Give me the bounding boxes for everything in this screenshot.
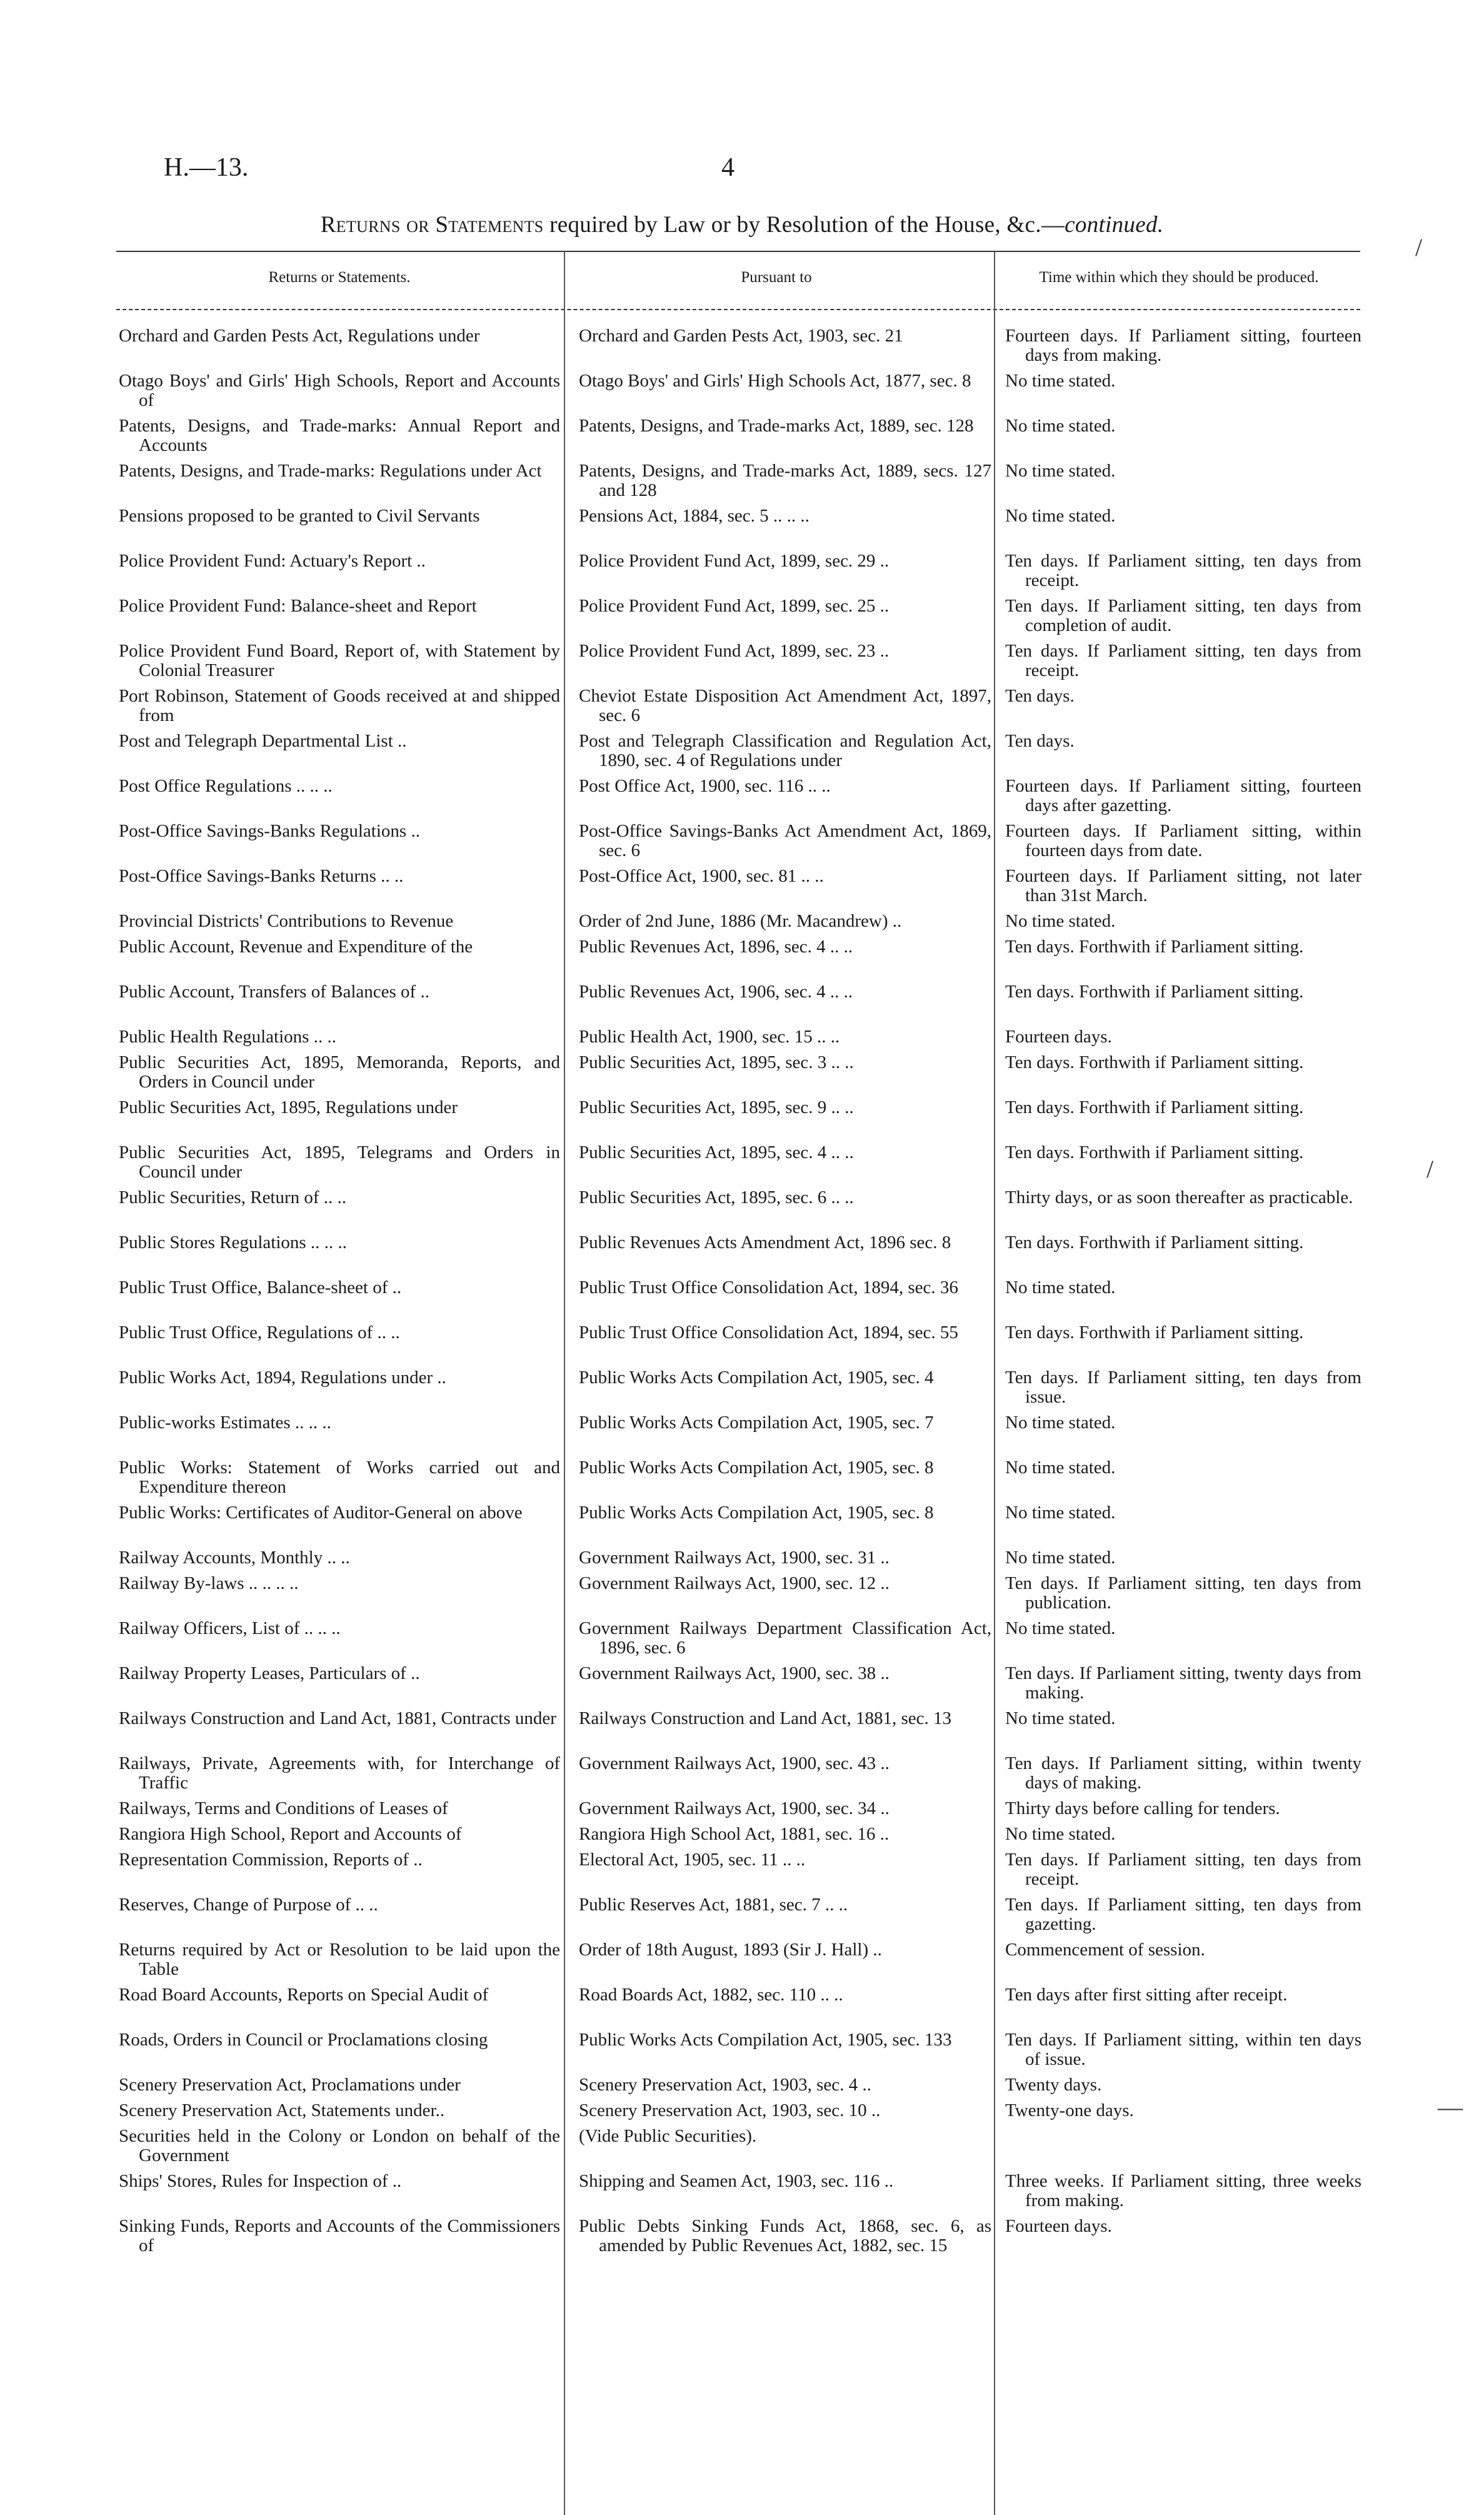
cell-statement: Road Board Accounts, Reports on Special Audit of xyxy=(119,1985,489,2005)
cell-pursuant: Public Works Acts Compilation Act, 1905, sec. 8 xyxy=(579,1458,934,1478)
cell-time: Ten days. If Parliament sitting, ten days from receipt. xyxy=(1005,641,1361,680)
cell-time: Thirty days, or as soon thereafter as practicable. xyxy=(1005,1187,1353,1207)
table-header xyxy=(0,255,1484,300)
cell-pursuant: Public Revenues Act, 1896, sec. 4 .. .. xyxy=(579,937,853,957)
cell-pursuant: Order of 2nd June, 1886 (Mr. Macandrew) .. xyxy=(579,911,902,931)
cell-pursuant: Public Revenues Act, 1906, sec. 4 .. .. xyxy=(579,982,853,1002)
column-header-time: Time within which they should be produced. xyxy=(1039,268,1319,286)
table-row xyxy=(0,1709,1484,1754)
cell-statement: Public Health Regulations .. .. xyxy=(119,1027,336,1047)
table-row xyxy=(0,937,1484,982)
cell-statement: Orchard and Garden Pests Act, Regulations under xyxy=(119,326,480,346)
cell-pursuant: Government Railways Act, 1900, sec. 12 .. xyxy=(579,1573,890,1593)
cell-pursuant: Post-Office Act, 1900, sec. 81 .. .. xyxy=(579,866,824,886)
cell-time: No time stated. xyxy=(1005,911,1116,931)
table-row xyxy=(0,1233,1484,1278)
cell-pursuant: Public Trust Office Consolidation Act, 1894, sec. 36 xyxy=(579,1278,958,1298)
table-row xyxy=(0,1895,1484,1940)
page-title xyxy=(0,211,1484,238)
table-row xyxy=(0,1940,1484,1985)
cell-statement: Returns required by Act or Resolution to be laid upon the Table xyxy=(119,1940,560,1979)
cell-statement: Patents, Designs, and Trade-marks: Regulations under Act xyxy=(119,461,542,481)
cell-time: Ten days. Forthwith if Parliament sitting. xyxy=(1005,982,1304,1002)
cell-time: Commencement of session. xyxy=(1005,1940,1205,1960)
cell-statement: Securities held in the Colony or London on behalf of the Government xyxy=(119,2126,560,2165)
cell-pursuant: Otago Boys' and Girls' High Schools Act, 1877, sec. 8 xyxy=(579,371,971,391)
cell-pursuant: Public Debts Sinking Funds Act, 1868, sec. 6, as amended by Public Revenues Act, 1882, sec. 15 xyxy=(579,2216,991,2255)
table-row xyxy=(0,642,1484,687)
cell-statement: Public Account, Revenue and Expenditure of the xyxy=(119,937,473,957)
cell-statement: Post Office Regulations .. .. .. xyxy=(119,776,333,796)
cell-statement: Public Securities Act, 1895, Telegrams and Orders in Council under xyxy=(119,1142,560,1182)
cell-statement: Public Works: Certificates of Auditor-General on above xyxy=(119,1503,523,1523)
table-row xyxy=(0,687,1484,732)
cell-pursuant: Public Works Acts Compilation Act, 1905, sec. 8 xyxy=(579,1503,934,1523)
table-row xyxy=(0,1143,1484,1188)
page-number: 4 xyxy=(721,153,734,182)
cell-statement: Pensions proposed to be granted to Civil Servants xyxy=(119,506,480,526)
table-row xyxy=(0,982,1484,1027)
cell-time: Ten days. xyxy=(1005,731,1075,751)
cell-pursuant: Scenery Preservation Act, 1903, sec. 4 .. xyxy=(579,2075,871,2095)
cell-time: Ten days. If Parliament sitting, twenty days from making. xyxy=(1005,1663,1361,1703)
table-row xyxy=(0,912,1484,937)
cell-pursuant: Government Railways Act, 1900, sec. 38 .. xyxy=(579,1663,890,1683)
table-row xyxy=(0,1985,1484,2030)
table-row xyxy=(0,1098,1484,1143)
cell-time: Ten days. If Parliament sitting, ten days from receipt. xyxy=(1005,551,1361,590)
table-row xyxy=(0,1799,1484,1825)
cell-time: Ten days. Forthwith if Parliament sitting. xyxy=(1005,1052,1304,1072)
table-row xyxy=(0,2030,1484,2075)
title-main: required by Law or by Resolution of the House, &c.— xyxy=(543,212,1065,238)
cell-statement: Otago Boys' and Girls' High Schools, Report and Accounts of xyxy=(119,371,560,410)
table-row xyxy=(0,597,1484,642)
cell-pursuant: Pensions Act, 1884, sec. 5 .. .. .. xyxy=(579,506,810,526)
page-code: H.—13. xyxy=(164,153,249,182)
cell-statement: Scenery Preservation Act, Proclamations under xyxy=(119,2075,461,2095)
cell-time: No time stated. xyxy=(1005,1278,1116,1298)
column-header-statements: Returns or Statements. xyxy=(268,268,411,286)
cell-statement: Rangiora High School, Report and Accounts of xyxy=(119,1824,462,1844)
cell-time: No time stated. xyxy=(1005,1548,1116,1568)
cell-pursuant: Patents, Designs, and Trade-marks Act, 1889, secs. 127 and 128 xyxy=(579,461,991,500)
table-row xyxy=(0,1458,1484,1503)
cell-pursuant: Cheviot Estate Disposition Act Amendment Act, 1897, sec. 6 xyxy=(579,686,991,725)
cell-time: No time stated. xyxy=(1005,506,1116,526)
cell-pursuant: Public Securities Act, 1895, sec. 3 .. .. xyxy=(579,1052,854,1072)
cell-pursuant: Government Railways Act, 1900, sec. 34 .. xyxy=(579,1798,890,1818)
cell-pursuant: Public Revenues Acts Amendment Act, 1896 sec. 8 xyxy=(579,1232,951,1252)
cell-statement: Representation Commission, Reports of .. xyxy=(119,1850,423,1870)
cell-pursuant: Public Health Act, 1900, sec. 15 .. .. xyxy=(579,1027,840,1047)
cell-pursuant: Government Railways Department Classification Act, 1896, sec. 6 xyxy=(579,1618,991,1658)
cell-statement: Railway Property Leases, Particulars of .. xyxy=(119,1663,420,1683)
cell-statement: Public Account, Transfers of Balances of .. xyxy=(119,982,429,1002)
cell-time: Fourteen days. xyxy=(1005,2216,1112,2236)
table-row xyxy=(0,2127,1484,2172)
cell-statement: Scenery Preservation Act, Statements under.. xyxy=(119,2100,445,2120)
cell-pursuant: Rangiora High School Act, 1881, sec. 16 .. xyxy=(579,1824,890,1844)
table-row xyxy=(0,1574,1484,1619)
cell-time: Ten days. Forthwith if Parliament sitting. xyxy=(1005,937,1304,957)
cell-pursuant: Post and Telegraph Classification and Regulation Act, 1890, sec. 4 of Regulations under xyxy=(579,731,991,770)
cell-statement: Public Trust Office, Regulations of .. .. xyxy=(119,1323,400,1343)
cell-pursuant: Public Reserves Act, 1881, sec. 7 .. .. xyxy=(579,1895,848,1915)
cell-time: Ten days. Forthwith if Parliament sitting. xyxy=(1005,1232,1304,1252)
cell-pursuant: Public Works Acts Compilation Act, 1905, sec. 133 xyxy=(579,2030,952,2050)
cell-statement: Railways, Terms and Conditions of Leases of xyxy=(119,1798,448,1818)
cell-statement: Railway By-laws .. .. .. .. xyxy=(119,1573,299,1593)
table-row xyxy=(0,1619,1484,1664)
cell-time: Ten days. If Parliament sitting, ten days from completion of audit. xyxy=(1005,596,1361,635)
cell-time: Ten days. Forthwith if Parliament sitting. xyxy=(1005,1323,1304,1343)
cell-statement: Public Securities Act, 1895, Regulations under xyxy=(119,1097,458,1117)
header-top-rule xyxy=(116,251,1360,252)
table-row xyxy=(0,1503,1484,1548)
cell-time: No time stated. xyxy=(1005,461,1116,481)
table-row xyxy=(0,507,1484,552)
cell-statement: Public Works Act, 1894, Regulations under .. xyxy=(119,1368,446,1388)
cell-time: Fourteen days. If Parliament sitting, fourteen days from making. xyxy=(1005,326,1361,365)
table-row xyxy=(0,1413,1484,1458)
cell-statement: Patents, Designs, and Trade-marks: Annual Report and Accounts xyxy=(119,416,560,455)
cell-statement: Public-works Estimates .. .. .. xyxy=(119,1413,331,1433)
table-row xyxy=(0,1754,1484,1799)
table-row xyxy=(0,1188,1484,1233)
table-row xyxy=(0,1850,1484,1895)
table-row xyxy=(0,1323,1484,1368)
cell-time: Ten days. Forthwith if Parliament sitting. xyxy=(1005,1142,1304,1162)
page-header xyxy=(0,153,1484,190)
table-row xyxy=(0,867,1484,912)
title-returns: Returns or Statements xyxy=(320,212,544,238)
cell-statement: Post and Telegraph Departmental List .. xyxy=(119,731,407,751)
table-row xyxy=(0,371,1484,416)
cell-time: No time stated. xyxy=(1005,1503,1116,1523)
cell-time: Fourteen days. If Parliament sitting, not later than 31st March. xyxy=(1005,866,1361,905)
cell-time: Ten days. If Parliament sitting, ten days from publication. xyxy=(1005,1573,1361,1613)
cell-pursuant: Scenery Preservation Act, 1903, sec. 10 .. xyxy=(579,2100,881,2120)
cell-statement: Public Securities, Return of .. .. xyxy=(119,1187,347,1207)
table-row xyxy=(0,1053,1484,1098)
cell-pursuant: Government Railways Act, 1900, sec. 31 .. xyxy=(579,1548,890,1568)
cell-statement: Provincial Districts' Contributions to Revenue xyxy=(119,911,454,931)
cell-pursuant: Post-Office Savings-Banks Act Amendment Act, 1869, sec. 6 xyxy=(579,821,991,860)
cell-statement: Port Robinson, Statement of Goods received at and shipped from xyxy=(119,686,560,725)
cell-time: No time stated. xyxy=(1005,1824,1116,1844)
column-header-pursuant: Pursuant to xyxy=(741,268,812,286)
cell-pursuant: Public Securities Act, 1895, sec. 6 .. .. xyxy=(579,1187,854,1207)
cell-statement: Reserves, Change of Purpose of .. .. xyxy=(119,1895,378,1915)
cell-pursuant: Railways Construction and Land Act, 1881, sec. 13 xyxy=(579,1708,952,1728)
cell-statement: Roads, Orders in Council or Proclamations closing xyxy=(119,2030,488,2050)
cell-statement: Railway Accounts, Monthly .. .. xyxy=(119,1548,350,1568)
cell-time: Three weeks. If Parliament sitting, three weeks from making. xyxy=(1005,2171,1361,2210)
table-row xyxy=(0,2217,1484,2281)
cell-time: Ten days. Forthwith if Parliament sitting. xyxy=(1005,1097,1304,1117)
cell-time: Ten days after first sitting after receipt. xyxy=(1005,1985,1288,2005)
cell-time: Twenty-one days. xyxy=(1005,2100,1134,2120)
header-bottom-rule xyxy=(116,309,1360,310)
cell-pursuant: Orchard and Garden Pests Act, 1903, sec. 21 xyxy=(579,326,903,346)
cell-time: No time stated. xyxy=(1005,1458,1116,1478)
cell-time: Ten days. If Parliament sitting, ten days from receipt. xyxy=(1005,1850,1361,1889)
table-row xyxy=(0,1664,1484,1709)
cell-statement: Public Trust Office, Balance-sheet of .. xyxy=(119,1278,402,1298)
cell-time: Fourteen days. If Parliament sitting, within fourteen days from date. xyxy=(1005,821,1361,860)
cell-statement: Police Provident Fund Board, Report of, with Statement by Colonial Treasurer xyxy=(119,641,560,680)
cell-pursuant: Road Boards Act, 1882, sec. 110 .. .. xyxy=(579,1985,843,2005)
cell-time: Twenty days. xyxy=(1005,2075,1102,2095)
table-row xyxy=(0,1548,1484,1574)
cell-statement: Post-Office Savings-Banks Regulations .. xyxy=(119,821,420,841)
cell-pursuant: Government Railways Act, 1900, sec. 43 .. xyxy=(579,1753,890,1773)
cell-statement: Sinking Funds, Reports and Accounts of the Commissioners of xyxy=(119,2216,560,2255)
cell-statement: Post-Office Savings-Banks Returns .. .. xyxy=(119,866,404,886)
cell-pursuant: Shipping and Seamen Act, 1903, sec. 116 .. xyxy=(579,2171,894,2191)
cell-time: No time stated. xyxy=(1005,1413,1116,1433)
cell-pursuant: Post Office Act, 1900, sec. 116 .. .. xyxy=(579,776,831,796)
margin-tick-mark: / xyxy=(1426,1155,1434,1183)
title-continued: continued. xyxy=(1065,212,1164,238)
cell-time: No time stated. xyxy=(1005,1618,1116,1638)
cell-statement: Ships' Stores, Rules for Inspection of .. xyxy=(119,2171,402,2191)
cell-time: Ten days. If Parliament sitting, ten days from gazetting. xyxy=(1005,1895,1361,1934)
cell-time: Ten days. xyxy=(1005,686,1075,706)
table-row xyxy=(0,1278,1484,1323)
table-row xyxy=(0,2172,1484,2217)
cell-pursuant: Police Provident Fund Act, 1899, sec. 29 .. xyxy=(579,551,890,571)
margin-dash-mark: — xyxy=(1438,2093,1463,2121)
cell-statement: Police Provident Fund: Balance-sheet and Report xyxy=(119,596,477,616)
cell-time: Fourteen days. If Parliament sitting, fourteen days after gazetting. xyxy=(1005,776,1361,815)
cell-time: No time stated. xyxy=(1005,416,1116,436)
cell-time: Ten days. If Parliament sitting, within ten days of issue. xyxy=(1005,2030,1361,2069)
cell-time: Fourteen days. xyxy=(1005,1027,1112,1047)
cell-pursuant: Police Provident Fund Act, 1899, sec. 25 .. xyxy=(579,596,890,616)
cell-statement: Railway Officers, List of .. .. .. xyxy=(119,1618,341,1638)
table-row xyxy=(0,777,1484,822)
cell-statement: Railways Construction and Land Act, 1881, Contracts under xyxy=(119,1708,556,1728)
cell-pursuant: Public Securities Act, 1895, sec. 9 .. .. xyxy=(579,1097,854,1117)
cell-pursuant: Order of 18th August, 1893 (Sir J. Hall) .. xyxy=(579,1940,882,1960)
cell-pursuant: Public Works Acts Compilation Act, 1905, sec. 7 xyxy=(579,1413,934,1433)
cell-pursuant: Patents, Designs, and Trade-marks Act, 1889, sec. 128 xyxy=(579,416,974,436)
cell-statement: Public Works: Statement of Works carried out and Expenditure thereon xyxy=(119,1458,560,1497)
margin-tick-mark: / xyxy=(1415,233,1423,261)
table-row xyxy=(0,2101,1484,2127)
cell-statement: Public Stores Regulations .. .. .. xyxy=(119,1232,347,1252)
cell-pursuant: Public Works Acts Compilation Act, 1905, sec. 4 xyxy=(579,1368,934,1388)
cell-time: Ten days. If Parliament sitting, ten days from issue. xyxy=(1005,1368,1361,1407)
cell-time: Thirty days before calling for tenders. xyxy=(1005,1798,1280,1818)
table-row xyxy=(0,552,1484,597)
table-row xyxy=(0,416,1484,461)
cell-time: Ten days. If Parliament sitting, within twenty days of making. xyxy=(1005,1753,1361,1793)
cell-pursuant: Public Securities Act, 1895, sec. 4 .. .. xyxy=(579,1142,854,1162)
table-row xyxy=(0,1368,1484,1413)
table-row xyxy=(0,326,1484,371)
cell-statement: Railways, Private, Agreements with, for Interchange of Traffic xyxy=(119,1753,560,1793)
cell-pursuant: Police Provident Fund Act, 1899, sec. 23 .. xyxy=(579,641,890,661)
table-row xyxy=(0,461,1484,507)
cell-statement: Public Securities Act, 1895, Memoranda, Reports, and Orders in Council under xyxy=(119,1052,560,1092)
cell-time: No time stated. xyxy=(1005,371,1116,391)
returns-table-body xyxy=(0,326,1484,2281)
table-row xyxy=(0,1825,1484,1850)
cell-statement: Police Provident Fund: Actuary's Report .. xyxy=(119,551,426,571)
cell-pursuant: Electoral Act, 1905, sec. 11 .. .. xyxy=(579,1850,806,1870)
table-row xyxy=(0,732,1484,777)
table-row xyxy=(0,2075,1484,2101)
cell-pursuant: (Vide Public Securities). xyxy=(579,2126,757,2146)
cell-pursuant: Public Trust Office Consolidation Act, 1894, sec. 55 xyxy=(579,1323,958,1343)
cell-time: No time stated. xyxy=(1005,1708,1116,1728)
table-row xyxy=(0,822,1484,867)
table-row xyxy=(0,1027,1484,1053)
